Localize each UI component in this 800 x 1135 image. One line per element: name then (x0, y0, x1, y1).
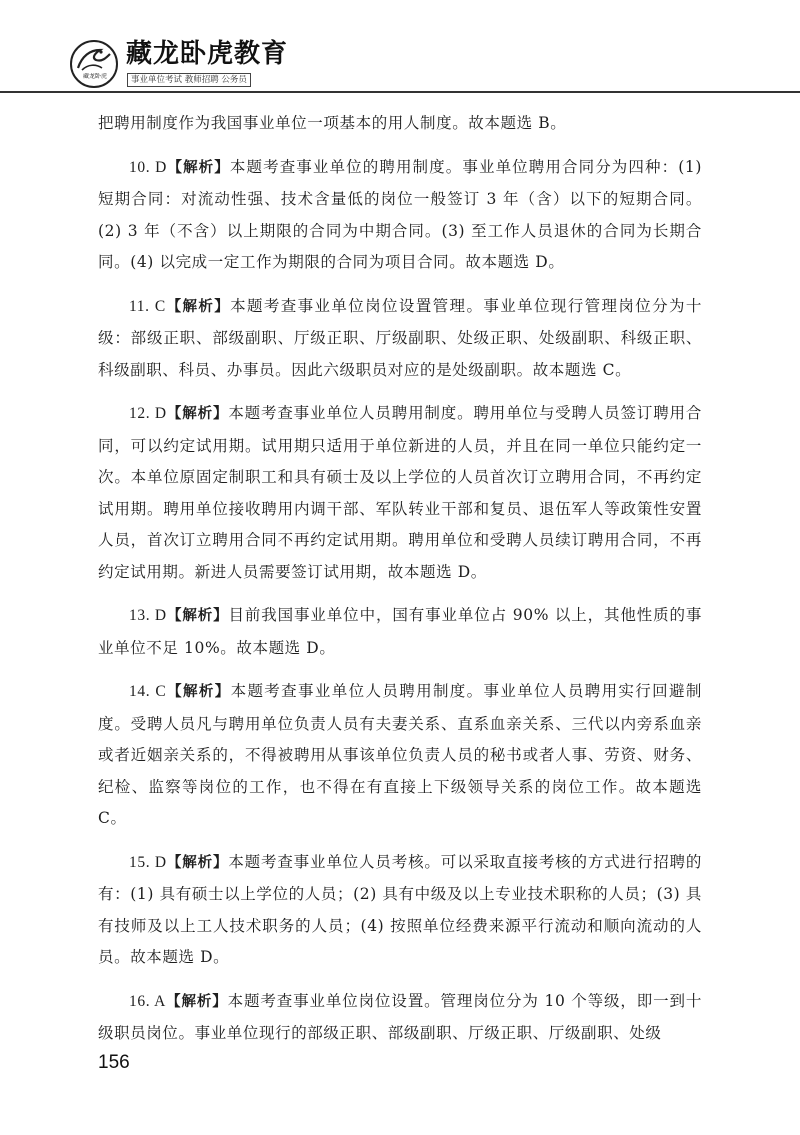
header-divider (0, 91, 800, 93)
answer-explanations (98, 108, 702, 1062)
explanation-item (98, 152, 702, 279)
brand-name: 藏龙卧虎教育 (126, 39, 289, 69)
question-answer: 11. C (129, 297, 166, 315)
explanation-text: 本题考查事业单位岗位设置。管理岗位分为 10 个等级，即一到十级职员岗位。事业单位现行的部级正职、部级副职、厅级正职、厅级副职、处级 (98, 991, 703, 1042)
brand-tagline: 事业单位考试 教师招聘 公务员 (127, 73, 251, 87)
analysis-tag: 【解析】 (165, 993, 228, 1010)
page-header (0, 0, 800, 92)
analysis-tag: 【解析】 (166, 608, 229, 624)
explanation-text: 本题考查事业单位人员聘用制度。事业单位人员聘用实行回避制度。受聘人员凡与聘用单位负责人员有夫妻关系、直系血亲关系、三代以内旁系血亲或者近姻亲关系的，不得被聘用从事该单位负责人员的秘书或者人事、劳资、财务、纪检、监察等岗位的工作，也不得在有直接上下级领导关系的岗位工作。故本题选 C。 (98, 682, 702, 827)
question-answer: 15. D (129, 853, 167, 871)
explanation-item (98, 291, 702, 387)
explanation-text: 本题考查事业单位人员聘用制度。聘用单位与受聘人员签订聘用合同，可以约定试用期。试用期只适用于单位新进的人员，并且在同一单位只能约定一次。本单位原固定制职工和具有硕士及以上学位的人员首次订立聘用合同，不再约定试用期。聘用单位接收聘用内调干部、军队转业干部和复员、退伍军人等政策性安置人员，首次订立聘用合同不再约定试用期。聘用单位和受聘人员续订聘用合同，不再约定试用期。新进人员需要签订试用期，故本题选 D。 (98, 404, 702, 581)
logo-text: 藏龙卧虎 (82, 73, 107, 80)
analysis-tag: 【解析】 (165, 298, 231, 315)
explanation-item (98, 398, 702, 588)
explanation-text: 本题考查事业单位人员考核。可以采取直接考核的方式进行招聘的有：(1) 具有硕士以上学位的人员；(2) 具有中级及以上专业技术职称的人员；(3) 具有技师及以上工人技术职务的人员；(4) 按照单位经费来源平行流动和顺向流动的人员。故本题选 D。 (98, 852, 702, 966)
analysis-tag: 【解析】 (166, 854, 229, 871)
explanation-list (98, 152, 702, 1050)
question-answer: 12. D (129, 405, 167, 422)
explanation-item (98, 986, 702, 1050)
intro-paragraph: 把聘用制度作为我国事业单位一项基本的用人制度。故本题选 B。 (98, 114, 567, 132)
question-answer: 13. D (129, 607, 167, 624)
analysis-tag: 【解析】 (166, 684, 231, 700)
analysis-tag: 【解析】 (166, 159, 230, 176)
page-number: 156 (98, 1052, 130, 1073)
explanation-item (98, 600, 702, 664)
question-answer: 14. C (129, 683, 167, 700)
explanation-item (98, 676, 702, 835)
analysis-tag: 【解析】 (166, 406, 229, 422)
question-answer: 10. D (129, 158, 167, 176)
brand-logo (70, 40, 118, 88)
explanation-text: 目前我国事业单位中，国有事业单位占 90% 以上，其他性质的事业单位不足 10%。故本题选 D。 (98, 606, 702, 657)
explanation-text: 本题考查事业单位岗位设置管理。事业单位现行管理岗位分为十级：部级正职、部级副职、厅级正职、厅级副职、处级正职、处级副职、科级正职、科级副职、科员、办事员。因此六级职员对应的是处级副职。故本题选 C。 (98, 296, 702, 379)
explanation-text: 本题考查事业单位的聘用制度。事业单位聘用合同分为四种：(1) 短期合同：对流动性强、技术含量低的岗位一般签订 3 年（含）以下的短期合同。(2) 3 年（不含）以上期限的合同为中期合同。(3) 至工作人员退休的合同为长期合同。(4) 以完成一定工作为期限的合同为项目合同。故本题选 D。 (98, 157, 702, 271)
explanation-item (98, 847, 702, 974)
question-answer: 16. A (129, 992, 166, 1010)
